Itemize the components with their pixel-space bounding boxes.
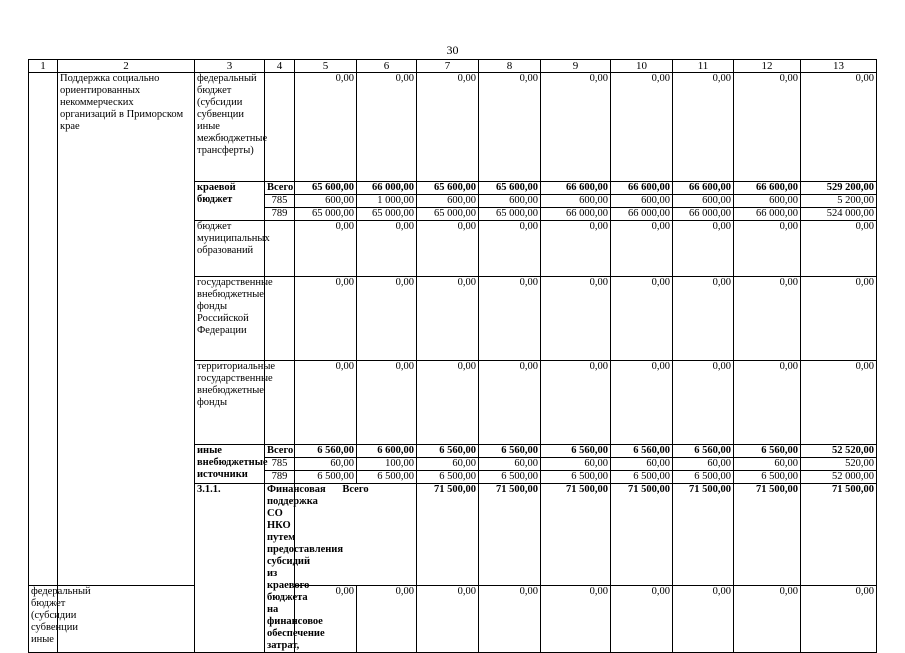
col-header-4: 4 bbox=[265, 60, 295, 73]
s1-regional-789-value-col10: 66 000,00 bbox=[611, 208, 673, 221]
s2-total-code: Всего bbox=[295, 484, 417, 586]
s1-other-789-code: 789 bbox=[265, 471, 295, 484]
s1-territorial-funds-value-col5: 0,00 bbox=[295, 361, 357, 445]
s1-other-total-value-col13: 52 520,00 bbox=[801, 445, 877, 458]
s1-territorial-funds-value-col10: 0,00 bbox=[611, 361, 673, 445]
s1-other-789-value-col7: 6 500,00 bbox=[417, 471, 479, 484]
s2-federal-value-col10: 0,00 bbox=[611, 586, 673, 653]
s1-regional-total-value-col12: 66 600,00 bbox=[734, 182, 801, 195]
s1-federal-value-col9: 0,00 bbox=[541, 73, 611, 182]
s1-state-funds-code bbox=[265, 277, 295, 361]
col-header-10: 10 bbox=[611, 60, 673, 73]
s1-other-789-value-col12: 6 500,00 bbox=[734, 471, 801, 484]
s2-federal-source: федеральный бюджет (субсидии субвенции иные bbox=[29, 586, 58, 653]
s1-other-total-value-col10: 6 560,00 bbox=[611, 445, 673, 458]
s1-other-785-value-col11: 60,00 bbox=[673, 458, 734, 471]
col-header-2: 2 bbox=[58, 60, 195, 73]
s1-regional-785-value-col6: 1 000,00 bbox=[357, 195, 417, 208]
s1-other-785-value-col5: 60,00 bbox=[295, 458, 357, 471]
s1-other-785-value-col6: 100,00 bbox=[357, 458, 417, 471]
s1-municipal-value-col10: 0,00 bbox=[611, 221, 673, 277]
s1-federal-value-col7: 0,00 bbox=[417, 73, 479, 182]
s1-regional-789-code: 789 bbox=[265, 208, 295, 221]
s1-state-funds-value-col10: 0,00 bbox=[611, 277, 673, 361]
s2-total-value-col9: 71 500,00 bbox=[673, 484, 734, 586]
col-header-3: 3 bbox=[195, 60, 265, 73]
table-body bbox=[29, 60, 877, 653]
s1-federal-value-col13: 0,00 bbox=[801, 73, 877, 182]
s1-other-789-value-col9: 6 500,00 bbox=[541, 471, 611, 484]
s1-municipal-value-col8: 0,00 bbox=[479, 221, 541, 277]
s1-other-785-value-col10: 60,00 bbox=[611, 458, 673, 471]
col-header-13: 13 bbox=[801, 60, 877, 73]
s1-federal-value-col5: 0,00 bbox=[295, 73, 357, 182]
s1-other-785-value-col7: 60,00 bbox=[417, 458, 479, 471]
s1-regional-total-value-col11: 66 600,00 bbox=[673, 182, 734, 195]
col-header-9: 9 bbox=[541, 60, 611, 73]
s1-other-785-value-col12: 60,00 bbox=[734, 458, 801, 471]
s1-regional-789-value-col5: 65 000,00 bbox=[295, 208, 357, 221]
col-header-12: 12 bbox=[734, 60, 801, 73]
s1-federal-value-col6: 0,00 bbox=[357, 73, 417, 182]
budget-table bbox=[28, 59, 877, 653]
col-header-1: 1 bbox=[29, 60, 58, 73]
s1-regional-total-value-col6: 66 000,00 bbox=[357, 182, 417, 195]
s1-municipal-value-col6: 0,00 bbox=[357, 221, 417, 277]
s1-regional-785-value-col10: 600,00 bbox=[611, 195, 673, 208]
s1-municipal-value-col12: 0,00 bbox=[734, 221, 801, 277]
s1-other-789-value-col10: 6 500,00 bbox=[611, 471, 673, 484]
s1-regional-total-code: Всего bbox=[265, 182, 295, 195]
s1-other-789-value-col11: 6 500,00 bbox=[673, 471, 734, 484]
col-header-7: 7 bbox=[417, 60, 479, 73]
s1-territorial-funds-value-col8: 0,00 bbox=[479, 361, 541, 445]
s1-other-789-value-col13: 52 000,00 bbox=[801, 471, 877, 484]
s1-municipal-value-col9: 0,00 bbox=[541, 221, 611, 277]
s1-regional-789-value-col8: 65 000,00 bbox=[479, 208, 541, 221]
s1-other-789-value-col6: 6 500,00 bbox=[357, 471, 417, 484]
s1-other-785-value-col9: 60,00 bbox=[541, 458, 611, 471]
s1-other-789-value-col8: 6 500,00 bbox=[479, 471, 541, 484]
s2-federal-value-col12: 0,00 bbox=[734, 586, 801, 653]
col-header-5: 5 bbox=[295, 60, 357, 73]
s1-regional-total-value-col10: 66 600,00 bbox=[611, 182, 673, 195]
s1-federal-code bbox=[265, 73, 295, 182]
s2-federal-value-col7: 0,00 bbox=[417, 586, 479, 653]
s1-other-total-value-col5: 6 560,00 bbox=[295, 445, 357, 458]
s1-federal-value-col12: 0,00 bbox=[734, 73, 801, 182]
s1-territorial-funds-value-col12: 0,00 bbox=[734, 361, 801, 445]
s1-other-total-code: Всего bbox=[265, 445, 295, 458]
s1-municipal-source: бюджет муниципальных образований bbox=[195, 221, 265, 277]
s1-federal-value-col8: 0,00 bbox=[479, 73, 541, 182]
s1-regional-total-value-col9: 66 600,00 bbox=[541, 182, 611, 195]
s1-state-funds-value-col9: 0,00 bbox=[541, 277, 611, 361]
s1-regional-789-value-col13: 524 000,00 bbox=[801, 208, 877, 221]
s1-other-total-value-col8: 6 560,00 bbox=[479, 445, 541, 458]
s1-regional-789-value-col11: 66 000,00 bbox=[673, 208, 734, 221]
s1-regional-785-code: 785 bbox=[265, 195, 295, 208]
s1-regional-785-value-col5: 600,00 bbox=[295, 195, 357, 208]
s1-federal-value-col11: 0,00 bbox=[673, 73, 734, 182]
s1-municipal-value-col13: 0,00 bbox=[801, 221, 877, 277]
s1-regional-789-value-col12: 66 000,00 bbox=[734, 208, 801, 221]
s2-number-cell: 3.1.1. bbox=[195, 484, 265, 653]
s1-name-cell: Поддержка социально ориентированных некоммерческих организаций в Приморском крае bbox=[58, 73, 195, 586]
s1-territorial-funds-source: территориальные государственные внебюджетные фонды bbox=[195, 361, 265, 445]
s1-other-total-value-col9: 6 560,00 bbox=[541, 445, 611, 458]
col-header-11: 11 bbox=[673, 60, 734, 73]
s1-federal-source: федеральный бюджет (субсидии субвенции иные межбюджетные трансферты) bbox=[195, 73, 265, 182]
s1-territorial-funds-value-col11: 0,00 bbox=[673, 361, 734, 445]
s2-federal-value-col13: 0,00 bbox=[801, 586, 877, 653]
s1-municipal-value-col5: 0,00 bbox=[295, 221, 357, 277]
s2-total-value-col10: 71 500,00 bbox=[734, 484, 801, 586]
col-header-8: 8 bbox=[479, 60, 541, 73]
s1-state-funds-value-col5: 0,00 bbox=[295, 277, 357, 361]
s1-other-total-value-col11: 6 560,00 bbox=[673, 445, 734, 458]
s2-federal-value-col8: 0,00 bbox=[479, 586, 541, 653]
s1-regional-source: краевой бюджет bbox=[195, 182, 265, 221]
s2-total-value-col7: 71 500,00 bbox=[541, 484, 611, 586]
s1-regional-total-value-col13: 529 200,00 bbox=[801, 182, 877, 195]
s2-total-value-col5: 71 500,00 bbox=[417, 484, 479, 586]
s1-state-funds-value-col6: 0,00 bbox=[357, 277, 417, 361]
s2-federal-value-col6: 0,00 bbox=[357, 586, 417, 653]
s2-federal-value-col11: 0,00 bbox=[673, 586, 734, 653]
s1-regional-785-value-col9: 600,00 bbox=[541, 195, 611, 208]
s1-other-785-code: 785 bbox=[265, 458, 295, 471]
s1-state-funds-value-col7: 0,00 bbox=[417, 277, 479, 361]
s1-state-funds-value-col13: 0,00 bbox=[801, 277, 877, 361]
s1-other-789-value-col5: 6 500,00 bbox=[295, 471, 357, 484]
s1-regional-785-value-col7: 600,00 bbox=[417, 195, 479, 208]
s1-regional-total-value-col7: 65 600,00 bbox=[417, 182, 479, 195]
s2-federal-row bbox=[29, 586, 877, 653]
col-header-6: 6 bbox=[357, 60, 417, 73]
s2-federal-value-col5: 0,00 bbox=[295, 586, 357, 653]
s1-regional-785-value-col13: 5 200,00 bbox=[801, 195, 877, 208]
s1-municipal-code bbox=[265, 221, 295, 277]
s1-regional-789-value-col9: 66 000,00 bbox=[541, 208, 611, 221]
s2-total-value-col8: 71 500,00 bbox=[611, 484, 673, 586]
page-number: 30 bbox=[446, 43, 459, 57]
s1-state-funds-value-col11: 0,00 bbox=[673, 277, 734, 361]
s1-number-cell bbox=[29, 73, 58, 586]
s1-territorial-funds-value-col7: 0,00 bbox=[417, 361, 479, 445]
column-number-row bbox=[29, 60, 877, 73]
s1-federal-row bbox=[29, 73, 877, 182]
s1-other-785-value-col13: 520,00 bbox=[801, 458, 877, 471]
s1-municipal-value-col11: 0,00 bbox=[673, 221, 734, 277]
s2-name-cell: Финансовая поддержка СО НКО путем предоставления субсидий из краевого бюджета на финансовое обеспечение затрат, bbox=[265, 484, 295, 653]
s1-regional-789-value-col6: 65 000,00 bbox=[357, 208, 417, 221]
s1-federal-value-col10: 0,00 bbox=[611, 73, 673, 182]
s1-territorial-funds-value-col13: 0,00 bbox=[801, 361, 877, 445]
s1-state-funds-value-col8: 0,00 bbox=[479, 277, 541, 361]
s1-other-total-value-col12: 6 560,00 bbox=[734, 445, 801, 458]
s1-territorial-funds-value-col9: 0,00 bbox=[541, 361, 611, 445]
s1-regional-785-value-col12: 600,00 bbox=[734, 195, 801, 208]
s1-regional-total-value-col5: 65 600,00 bbox=[295, 182, 357, 195]
s1-territorial-funds-value-col6: 0,00 bbox=[357, 361, 417, 445]
s1-other-total-value-col7: 6 560,00 bbox=[417, 445, 479, 458]
s1-other-785-value-col8: 60,00 bbox=[479, 458, 541, 471]
s1-state-funds-value-col12: 0,00 bbox=[734, 277, 801, 361]
s2-total-value-col11: 71 500,00 bbox=[801, 484, 877, 586]
s1-regional-789-value-col7: 65 000,00 bbox=[417, 208, 479, 221]
s2-total-value-col6: 71 500,00 bbox=[479, 484, 541, 586]
s1-state-funds-source: государственные внебюджетные фонды Российской Федерации bbox=[195, 277, 265, 361]
s1-regional-total-value-col8: 65 600,00 bbox=[479, 182, 541, 195]
s1-other-source: иные внебюджетные источники bbox=[195, 445, 265, 484]
s1-regional-785-value-col11: 600,00 bbox=[673, 195, 734, 208]
s1-regional-785-value-col8: 600,00 bbox=[479, 195, 541, 208]
s2-federal-value-col9: 0,00 bbox=[541, 586, 611, 653]
s1-other-total-value-col6: 6 600,00 bbox=[357, 445, 417, 458]
s1-municipal-value-col7: 0,00 bbox=[417, 221, 479, 277]
